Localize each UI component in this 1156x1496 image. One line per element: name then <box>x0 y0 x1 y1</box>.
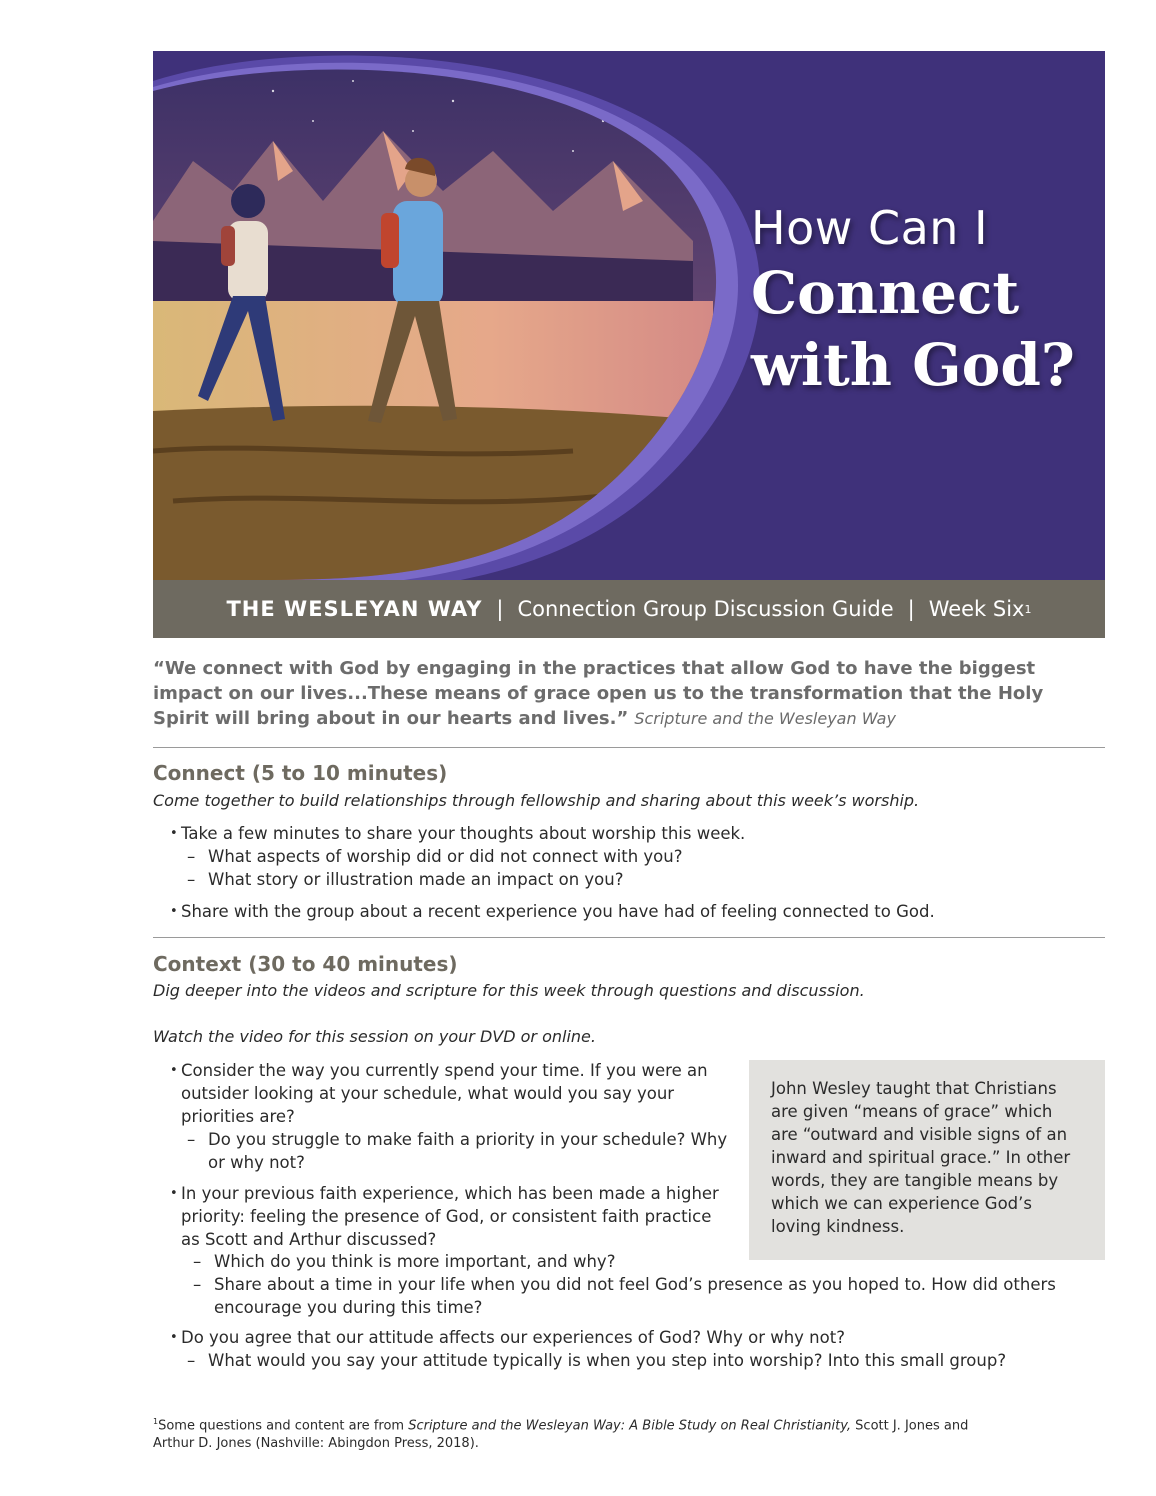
sub-list-item: – What would you say your attitude typically is when you step into worship? Into this small group? <box>187 1349 1105 1372</box>
banner-separator: | <box>496 597 504 621</box>
section-divider-2 <box>153 937 1105 938</box>
question-text: Take a few minutes to share your thoughts about worship this week. <box>181 824 746 843</box>
list-item <box>170 1182 730 1251</box>
footnote-book-title: Scripture and the Wesleyan Way: A Bible Study on Real Christianity, <box>408 1418 852 1434</box>
context-intro: Dig deeper into the videos and scripture for this week through questions and discussion. <box>153 981 865 1000</box>
watch-instruction: Watch the video for this session on your DVD or online. <box>153 1027 596 1046</box>
footnote-marker: 1 <box>1024 602 1032 616</box>
connect-intro: Come together to build relationships through fellowship and sharing about this week’s worship. <box>153 791 920 810</box>
sub-list-item: – What aspects of worship did or did not connect with you? <box>187 845 1105 868</box>
footnote-rest: Scott J. Jones and Arthur D. Jones (Nashville: Abingdon Press, 2018). <box>153 1418 969 1452</box>
context-heading: Context (30 to 40 minutes) <box>153 952 458 976</box>
context-sub-list <box>170 1250 1105 1319</box>
list-item <box>170 822 1105 891</box>
quote-citation: Scripture and the Wesleyan Way <box>634 709 896 728</box>
sub-list-item: – What story or illustration made an impact on you? <box>187 868 1105 891</box>
connect-question-list <box>170 822 1105 923</box>
quote-text: “We connect with God by engaging in the practices that allow God to have the biggest impact on our lives...These means of grace open us to the transformation that the Holy Spirit will bring about in our hearts and lives.” <box>153 658 1044 729</box>
question-text: Consider the way you currently spend your time. If you were an outsider looking at your schedule, what would you say your priorities are? <box>181 1061 708 1126</box>
guide-subtitle: Connection Group Discussion Guide <box>517 597 894 621</box>
pull-quote <box>153 656 1105 731</box>
means-of-grace-sidebar <box>749 1060 1105 1260</box>
sub-list-item: – Share about a time in your life when you did not feel God’s presence as you hoped to. How did others encourage you during this time? <box>193 1273 1105 1319</box>
hero-title <box>751 199 1075 401</box>
list-item <box>170 1250 1105 1319</box>
hero-title-line-1: How Can I <box>751 201 989 255</box>
question-text: Share with the group about a recent experience you have had of feeling connected to God. <box>181 902 935 921</box>
sub-list-item: – Which do you think is more important, and why? <box>193 1250 1105 1273</box>
question-text: In your previous faith experience, which has been made a higher priority: feeling the presence of God, or consistent faith practice as Scott and Arthur discussed? <box>181 1184 719 1249</box>
hero-banner <box>153 51 1105 580</box>
sub-question-list <box>181 1128 730 1174</box>
guide-banner <box>153 580 1105 638</box>
footnote <box>153 1413 993 1453</box>
sub-question-list <box>181 1349 1105 1372</box>
list-item <box>170 1059 730 1174</box>
connect-heading: Connect (5 to 10 minutes) <box>153 761 448 785</box>
question-text: Do you agree that our attitude affects our experiences of God? Why or why not? <box>181 1328 845 1347</box>
section-divider <box>153 747 1105 748</box>
banner-separator-2: | <box>907 597 915 621</box>
footnote-lead: Some questions and content are from <box>158 1418 409 1434</box>
context-question-list-3 <box>170 1326 1105 1372</box>
series-brand: THE WESLEYAN WAY <box>226 597 483 621</box>
sidebar-text: John Wesley taught that Christians are given “means of grace” which are “outward and visible signs of an inward and spiritual grace.” In other words, they are tangible means by which we can experience God’s loving kindness. <box>771 1079 1071 1236</box>
week-label: Week Six <box>928 597 1025 621</box>
hero-title-line-3: with God? <box>751 331 1075 399</box>
list-item <box>170 1326 1105 1372</box>
context-question-list <box>170 1059 730 1174</box>
sub-list-item: – Do you struggle to make faith a priority in your schedule? Why or why not? <box>187 1128 730 1174</box>
hero-title-line-2: Connect <box>751 259 1020 327</box>
sub-question-list <box>187 1250 1105 1319</box>
footnote-mark: 1 <box>153 1417 159 1426</box>
context-question-list-2 <box>170 1182 730 1251</box>
list-item <box>170 900 1105 923</box>
sub-question-list <box>181 845 1105 891</box>
